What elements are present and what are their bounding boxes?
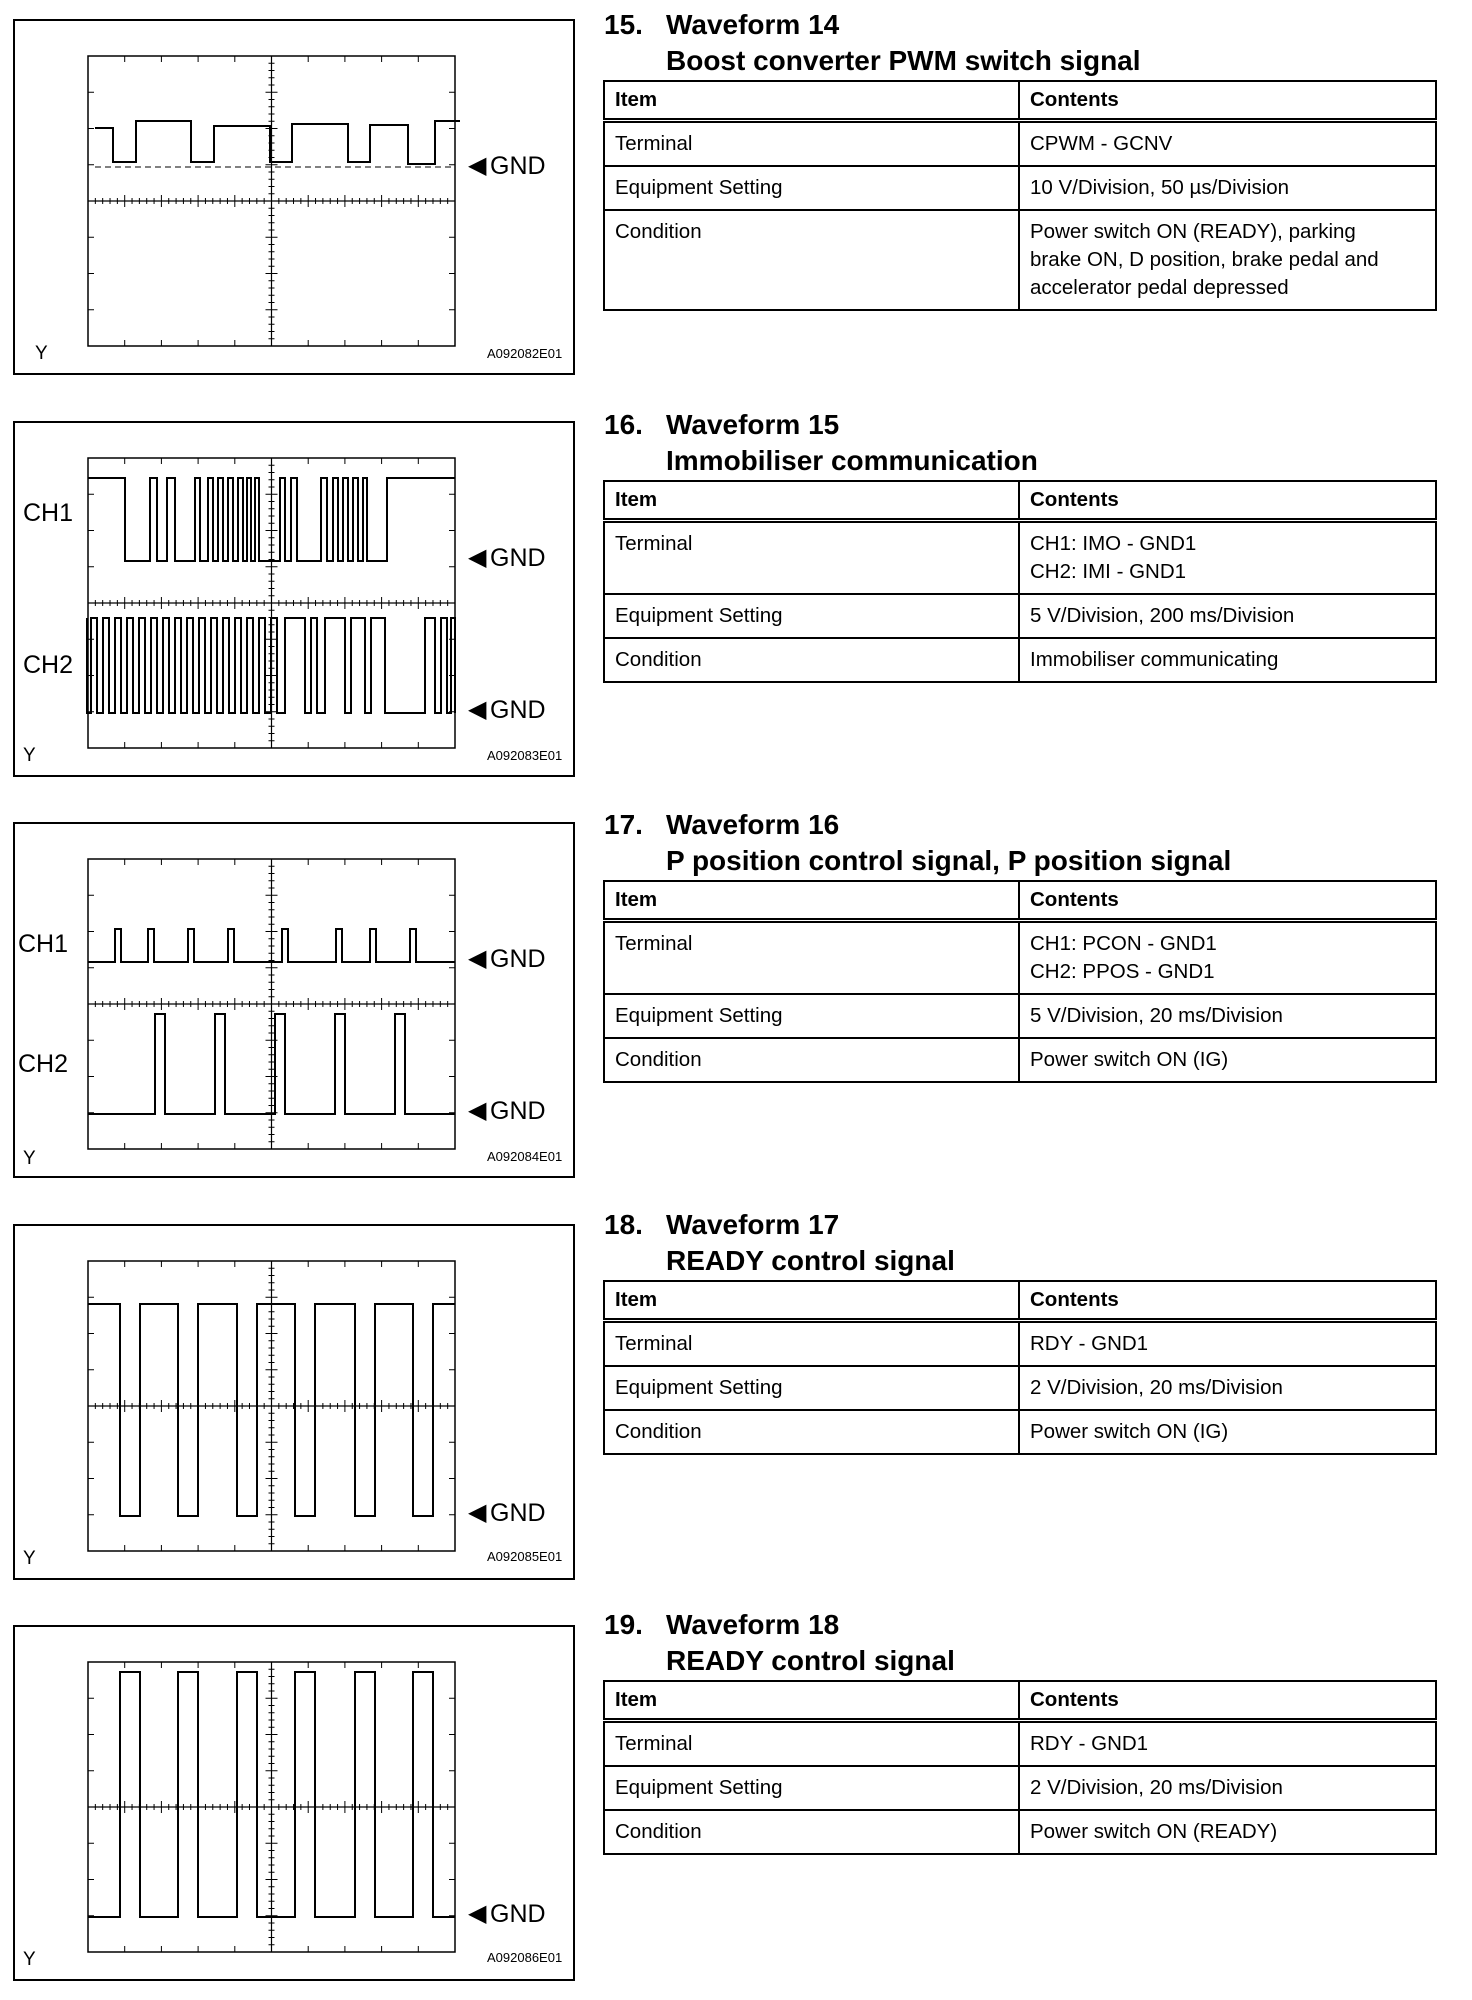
waveform-title: Waveform 16 <box>666 809 840 840</box>
table-row <box>604 1810 1436 1854</box>
gnd-arrow-icon: ◀ <box>468 1900 487 1927</box>
ch1-label: CH1 <box>23 499 74 527</box>
table-header-row <box>604 81 1436 121</box>
waveform-subtitle: READY control signal <box>666 1645 955 1676</box>
row-item: Condition <box>604 638 1019 682</box>
contents-line: 2 V/Division, 20 ms/Division <box>1030 1376 1283 1399</box>
table-row <box>604 1038 1436 1082</box>
table-row <box>604 166 1436 210</box>
row-item: Condition <box>604 210 1019 310</box>
contents-line: CH1: IMO - GND1 <box>1030 532 1197 555</box>
y-axis-label: Y <box>23 745 36 766</box>
waveform-section-15 <box>0 0 1472 400</box>
table-row <box>604 594 1436 638</box>
y-axis-label: Y <box>23 1949 36 1970</box>
waveform-subtitle: Boost converter PWM switch signal <box>666 45 1141 76</box>
table-header-row <box>604 881 1436 921</box>
oscilloscope-screen <box>15 423 573 775</box>
table-header-row <box>604 481 1436 521</box>
figure-code: A092084E01 <box>487 1149 563 1164</box>
contents-line: CPWM - GCNV <box>1030 132 1173 155</box>
row-contents <box>1019 594 1436 638</box>
table-row <box>604 638 1436 682</box>
contents-line: RDY - GND1 <box>1030 1732 1149 1755</box>
row-contents <box>1019 521 1436 595</box>
row-item: Terminal <box>604 521 1019 595</box>
figure-code: A092086E01 <box>487 1950 563 1965</box>
row-item: Equipment Setting <box>604 1766 1019 1810</box>
waveform-title: Waveform 15 <box>666 409 840 440</box>
y-axis-label: Y <box>23 1148 36 1169</box>
ch2-label: CH2 <box>23 651 74 679</box>
row-contents <box>1019 1321 1436 1367</box>
scope-grid <box>88 56 455 346</box>
table-header-row <box>604 1281 1436 1321</box>
contents-line: CH2: IMI - GND1 <box>1030 560 1187 583</box>
table-row <box>604 121 1436 167</box>
scope-grid <box>88 859 455 1149</box>
header-contents: Contents <box>1019 1681 1436 1721</box>
header-item: Item <box>604 81 1019 121</box>
contents-line: Power switch ON (READY) <box>1030 1820 1278 1843</box>
oscilloscope-screen <box>15 824 573 1176</box>
oscilloscope-screen <box>15 1226 573 1578</box>
y-axis-label: Y <box>23 1548 36 1569</box>
row-item: Terminal <box>604 1321 1019 1367</box>
row-item: Condition <box>604 1038 1019 1082</box>
section-number: 18. <box>604 1209 643 1240</box>
oscilloscope-screen <box>15 21 573 373</box>
contents-line: Power switch ON (READY), parking <box>1030 220 1356 243</box>
row-item: Condition <box>604 1410 1019 1454</box>
row-contents <box>1019 121 1436 167</box>
row-item: Equipment Setting <box>604 994 1019 1038</box>
table-row <box>604 921 1436 995</box>
ch1-label: CH1 <box>18 930 69 958</box>
waveform-info-table <box>603 1680 1437 1855</box>
contents-line: CH1: PCON - GND1 <box>1030 932 1217 955</box>
header-contents: Contents <box>1019 881 1436 921</box>
row-item: Equipment Setting <box>604 166 1019 210</box>
table-row <box>604 1366 1436 1410</box>
row-contents <box>1019 638 1436 682</box>
waveform-title: Waveform 17 <box>666 1209 840 1240</box>
table-row <box>604 994 1436 1038</box>
gnd-label: GND <box>490 1499 546 1527</box>
oscilloscope-screen <box>15 1627 573 1979</box>
table-row <box>604 1321 1436 1367</box>
contents-line: 5 V/Division, 200 ms/Division <box>1030 604 1295 627</box>
table-row <box>604 1410 1436 1454</box>
oscilloscope-figure <box>13 1625 575 1981</box>
waveform-info-table <box>603 480 1437 683</box>
row-contents <box>1019 1366 1436 1410</box>
oscilloscope-figure <box>13 822 575 1178</box>
figure-code: A092085E01 <box>487 1549 563 1564</box>
header-contents: Contents <box>1019 81 1436 121</box>
contents-line: RDY - GND1 <box>1030 1332 1149 1355</box>
gnd-arrow-icon: ◀ <box>468 945 487 972</box>
contents-line: Immobiliser communicating <box>1030 648 1279 671</box>
waveform-section-17 <box>0 800 1472 1200</box>
table-row <box>604 1721 1436 1767</box>
gnd-label: GND <box>490 1900 546 1928</box>
header-item: Item <box>604 1681 1019 1721</box>
contents-line: 10 V/Division, 50 µs/Division <box>1030 176 1290 199</box>
header-item: Item <box>604 881 1019 921</box>
row-item: Condition <box>604 1810 1019 1854</box>
contents-line: accelerator pedal depressed <box>1030 276 1289 299</box>
header-contents: Contents <box>1019 1281 1436 1321</box>
oscilloscope-figure <box>13 1224 575 1580</box>
ch2-label: CH2 <box>18 1050 69 1078</box>
figure-code: A092082E01 <box>487 346 563 361</box>
gnd-arrow-icon: ◀ <box>468 152 487 179</box>
header-item: Item <box>604 481 1019 521</box>
gnd-label-ch1: GND <box>490 945 546 973</box>
row-contents <box>1019 1721 1436 1767</box>
row-item: Terminal <box>604 921 1019 995</box>
y-axis-label: Y <box>35 343 48 364</box>
waveform-title: Waveform 18 <box>666 1609 840 1640</box>
row-contents <box>1019 921 1436 995</box>
row-contents <box>1019 1766 1436 1810</box>
table-row <box>604 210 1436 310</box>
row-contents <box>1019 210 1436 310</box>
row-item: Equipment Setting <box>604 1366 1019 1410</box>
waveform-info-table <box>603 1280 1437 1455</box>
waveform-section-18 <box>0 1200 1472 1600</box>
waveform-title: Waveform 14 <box>666 9 840 40</box>
gnd-label: GND <box>490 152 546 180</box>
header-contents: Contents <box>1019 481 1436 521</box>
waveform-subtitle: Immobiliser communication <box>666 445 1038 476</box>
gnd-label-ch2: GND <box>490 696 546 724</box>
signal-trace <box>95 121 460 164</box>
contents-line: CH2: PPOS - GND1 <box>1030 960 1215 983</box>
row-item: Terminal <box>604 1721 1019 1767</box>
ch2-trace <box>87 618 455 713</box>
section-number: 15. <box>604 9 643 40</box>
gnd-arrow-icon: ◀ <box>468 544 487 571</box>
waveform-info-table <box>603 880 1437 1083</box>
section-number: 17. <box>604 809 643 840</box>
row-contents <box>1019 1038 1436 1082</box>
header-item: Item <box>604 1281 1019 1321</box>
gnd-arrow-icon: ◀ <box>468 696 487 723</box>
table-header-row <box>604 1681 1436 1721</box>
figure-code: A092083E01 <box>487 748 563 763</box>
row-item: Terminal <box>604 121 1019 167</box>
gnd-arrow-icon: ◀ <box>468 1097 487 1124</box>
gnd-arrow-icon: ◀ <box>468 1499 487 1526</box>
contents-line: Power switch ON (IG) <box>1030 1048 1229 1071</box>
row-contents <box>1019 1810 1436 1854</box>
section-number: 16. <box>604 409 643 440</box>
row-contents <box>1019 1410 1436 1454</box>
table-row <box>604 521 1436 595</box>
contents-line: 2 V/Division, 20 ms/Division <box>1030 1776 1283 1799</box>
row-contents <box>1019 994 1436 1038</box>
oscilloscope-figure <box>13 421 575 777</box>
row-contents <box>1019 166 1436 210</box>
contents-line: 5 V/Division, 20 ms/Division <box>1030 1004 1283 1027</box>
waveform-subtitle: P position control signal, P position signal <box>666 845 1232 876</box>
oscilloscope-figure <box>13 19 575 375</box>
contents-line: brake ON, D position, brake pedal and <box>1030 248 1379 271</box>
contents-line: Power switch ON (IG) <box>1030 1420 1229 1443</box>
section-number: 19. <box>604 1609 643 1640</box>
waveform-subtitle: READY control signal <box>666 1245 955 1276</box>
waveform-section-19 <box>0 1600 1472 2000</box>
waveform-section-16 <box>0 400 1472 800</box>
table-row <box>604 1766 1436 1810</box>
scope-grid <box>88 1662 455 1952</box>
gnd-label-ch2: GND <box>490 1097 546 1125</box>
row-item: Equipment Setting <box>604 594 1019 638</box>
waveform-info-table <box>603 80 1437 311</box>
gnd-label-ch1: GND <box>490 544 546 572</box>
